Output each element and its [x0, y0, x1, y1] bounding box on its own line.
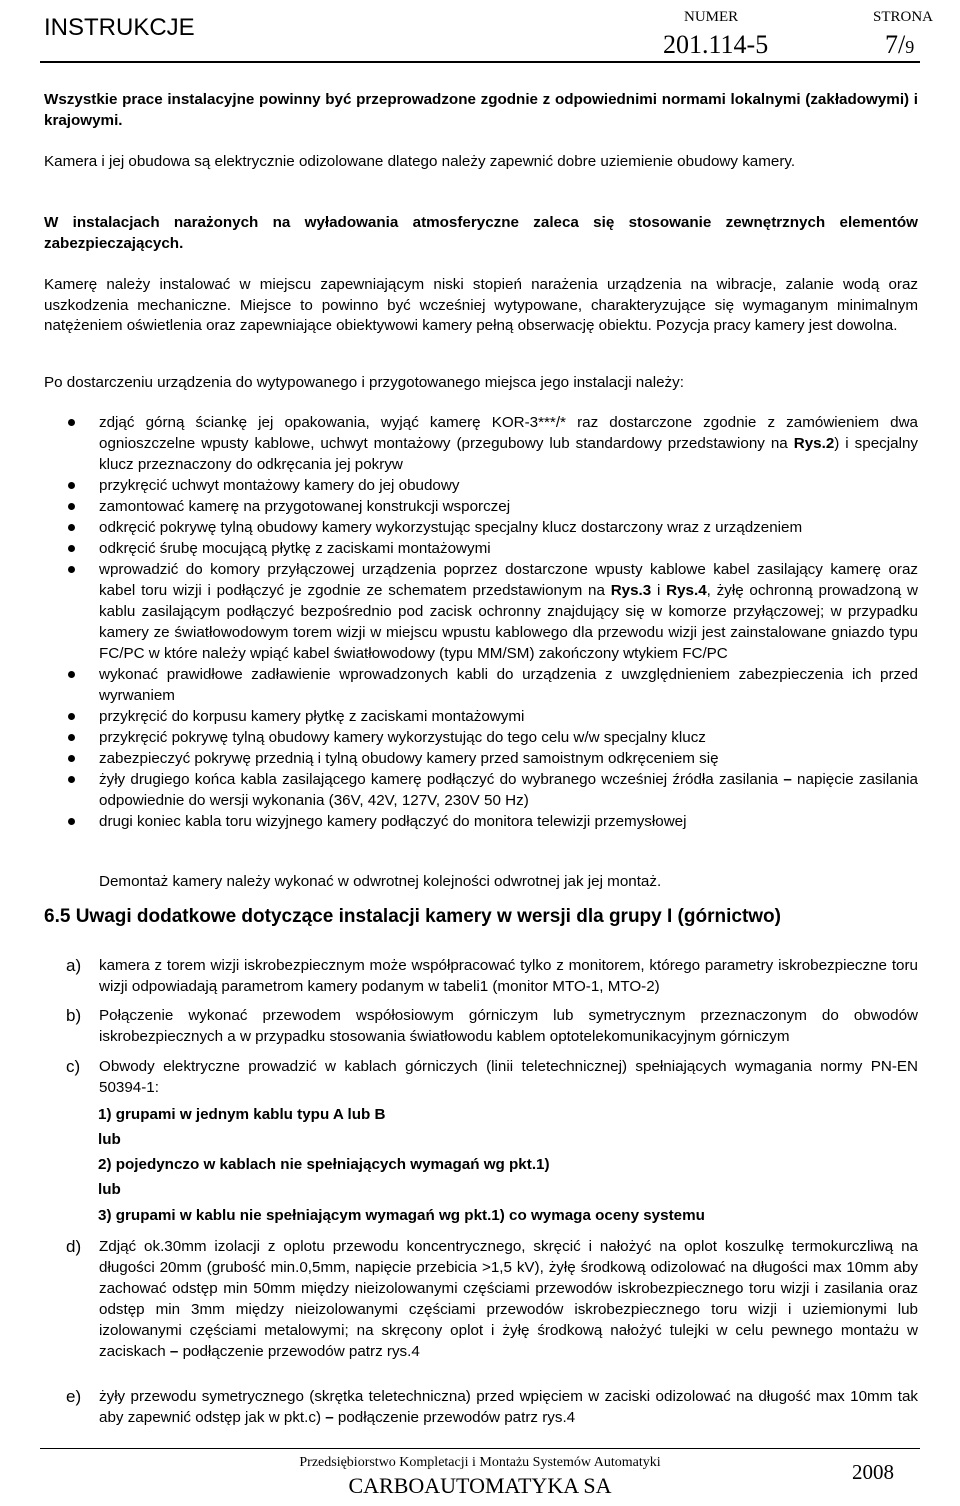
list-item	[64, 496, 918, 517]
or-text: lub	[98, 1181, 121, 1198]
group-option-1: 1) grupami w jednym kablu typu A lub B	[98, 1106, 386, 1123]
footer-year: 2008	[852, 1460, 894, 1484]
footer-company: Przedsiębiorstwo Kompletacji i Montażu Systemów Automatyki	[299, 1455, 661, 1470]
step-text: odkręcić pokrywę tylną obudowy kamery wykorzystując specjalny klucz dostarczony wraz z urządzeniem	[99, 519, 803, 536]
step-text: wprowadzić do komory przyłączowej urządzenia poprzez dostarczone wpusty kablowe kabel zasilający kamerę oraz kabel toru wizji i podłączyć je zgodnie ze schematem przedstawionym na	[99, 561, 918, 599]
item-text	[99, 955, 918, 997]
list-item	[64, 664, 918, 706]
step-text: zabezpieczyć pokrywę przednią i tylną obudowy kamery przed samoistnym odkręceniem się	[99, 750, 719, 767]
item-text	[99, 1005, 918, 1047]
bullet-icon	[68, 524, 75, 531]
footer-rule	[40, 1448, 920, 1449]
item-body: Obwody elektryczne prowadzić w kablach górniczych (linii teletechnicznej) spełniających wymagania normy PN-EN 50394-1:	[99, 1058, 918, 1096]
item-body: podłączenie przewodów patrz rys.4	[178, 1343, 420, 1360]
step-text: przykręcić uchwyt montażowy kamery do jej obudowy	[99, 477, 460, 494]
paragraph-grounding: Kamera i jej obudowa są elektrycznie odizolowane dlatego należy zapewnić dobre uziemienie obudowy kamery.	[44, 153, 796, 170]
page-number	[885, 30, 914, 60]
step-text: zamontować kamerę na przygotowanej konstrukcji wsporczej	[99, 498, 511, 515]
header-rule	[40, 61, 920, 63]
bullet-icon	[68, 671, 75, 678]
step-text: odkręcić śrubę mocującą płytkę z zaciskami montażowymi	[99, 540, 491, 557]
page-current: 7/	[885, 30, 906, 59]
paragraph-lightning: W instalacjach narażonych na wyładowania atmosferyczne zaleca się stosowanie zewnętrznych elementów zabezpieczających.	[44, 214, 918, 252]
or-text: lub	[98, 1131, 121, 1148]
paragraph-standards: Wszystkie prace instalacyjne powinny być przeprowadzone zgodnie z odpowiednimi normami lokalnymi (zakładowymi) i krajowymi.	[44, 91, 918, 129]
step-text: przykręcić do korpusu kamery płytkę z zaciskami montażowymi	[99, 708, 525, 725]
figure-ref: Rys.4	[666, 582, 707, 599]
step-text: drugi koniec kabla toru wizyjnego kamery podłączyć do monitora telewizji przemysłowej	[99, 813, 687, 830]
paragraph-location: Kamerę należy instalować w miejscu zapewniającym niski stopień narażenia urządzenia na wibracje, zalanie wodą oraz uszkodzenia mechaniczne. Miejsce to powinno być wcześniej wytypowane, charakteryzujące się wymaganym minimalnym natężeniem oświetlenia oraz zapewniające obiektywowi kamery pełną obserwację obiektu. Pozycja pracy kamery jest dowolna.	[44, 276, 918, 334]
page-total: 9	[905, 37, 915, 57]
page-label: STRONA	[873, 9, 934, 25]
item-body: podłączenie przewodów patrz rys.4	[333, 1409, 576, 1426]
figure-ref: Rys.2	[793, 435, 835, 452]
group-option-2: 2) pojedynczo w kablach nie spełniających wymagań wg pkt.1)	[98, 1156, 550, 1173]
list-item	[64, 412, 918, 475]
step-text: zdjąć górną ściankę jej opakowania, wyjąć kamerę KOR-3***/* raz dostarczone zgodnie z zamówieniem dwa ognioszczelne wpusty kablowe, uchwyt montażowy (przegubowy lub standardowy przedstawiony na	[99, 414, 918, 452]
step-text: wykonać prawidłowe zadławienie wprowadzonych kabli do urządzenia z uwzględnieniem zabezpieczenia ich przed wyrwaniem	[99, 666, 918, 704]
step-text: napięcie zasilania odpowiednie do wersji wykonania (36V, 42V, 127V, 230V 50 Hz)	[99, 771, 918, 809]
dash: –	[169, 1343, 179, 1360]
footer-company-name: CARBOAUTOMATYKA SA	[348, 1473, 612, 1498]
list-item	[64, 769, 918, 811]
bullet-icon	[68, 482, 75, 489]
list-item	[64, 538, 918, 559]
step-text: przykręcić pokrywę tylną obudowy kamery wykorzystując do tego celu w/w specjalny klucz	[99, 729, 706, 746]
list-item	[64, 748, 918, 769]
item-label: b)	[66, 1006, 82, 1025]
item-text	[99, 1386, 918, 1428]
list-item	[64, 475, 918, 496]
group-option-3: 3) grupami w kablu nie spełniającym wymagań wg pkt.1) co wymaga oceny systemu	[98, 1207, 705, 1224]
list-item	[64, 559, 918, 664]
bullet-icon	[68, 734, 75, 741]
item-body: kamera z torem wizji iskrobezpiecznym może współpracować tylko z monitorem, którego parametry iskrobezpieczne toru wizji odpowiadają parametrom kamery podanym w tabeli1 (monitor MTO-1, MTO-2)	[99, 957, 918, 995]
item-label: a)	[66, 956, 82, 975]
bullet-icon	[68, 419, 75, 426]
item-body: Połączenie wykonać przewodem współosiowym górniczym lub symetrycznym przeznaczonym do obwodów iskrobezpiecznych a w przypadku stosowania światłowodu kablem optotelekomunikacyjnym górniczym	[99, 1007, 918, 1045]
bullet-icon	[68, 776, 75, 783]
bullet-icon	[68, 818, 75, 825]
figure-ref: Rys.3	[610, 582, 652, 599]
bullet-icon	[68, 713, 75, 720]
paragraph-procedure-intro: Po dostarczeniu urządzenia do wytypowanego i przygotowanego miejsca jego instalacji należy:	[44, 374, 684, 391]
page-header	[0, 0, 960, 62]
installation-steps	[64, 412, 918, 832]
item-body: żyły przewodu symetrycznego (skrętka teletechniczna) przed wpięciem w zaciski odizolować na długość max 10mm tak aby zapewnić odstęp jak w pkt.c)	[99, 1388, 918, 1426]
step-text: , żyłę ochronną prowadzoną w kablu zasilającym podłączyć bezpośrednio pod zacisk ochronny znajdujący się w komorze przyłączowej; w przypadku kamery ze światłowodowym torem wizji w miejscu wpustu kablowego dla przewodu wizji jest zainstalowane gniazdo typu FC/PC w które należy wpiąć kabel światłowodowy (typu MM/SM) zakończony wtykiem FC/PC	[99, 582, 918, 662]
item-text	[99, 1056, 918, 1098]
document-type: INSTRUKCJE	[44, 14, 195, 41]
item-label: c)	[66, 1057, 81, 1076]
item-body: Zdjąć ok.30mm izolacji z oplotu przewodu koncentrycznego, skręcić i nałożyć na oplot koszulkę termokurczliwą na długości 20mm (grubość min.0,5mm, napięcie przebicia >1,5 kV), żyłę środkową odizolować na długości max 10mm aby zachować odstęp min 50mm między nieizolowanymi częściami przewodów iskrobezpiecznego toru wizji i zasilania oraz odstęp min 3mm między nieizolowanymi częściami przewodów iskrobezpiecznego toru wizji i uziemionymi lub izolowanymi częściami metalowymi; na skręcony oplot i żyłę środkową nałożyć tulejki w celu pewnego montażu w zaciskach	[99, 1238, 918, 1360]
document-number: 201.114-5	[663, 30, 769, 59]
list-item	[64, 706, 918, 727]
step-text: żyły drugiego końca kabla zasilającego kamerę podłączyć do wybranego wcześniej źródła zasilania	[99, 771, 784, 788]
bullet-icon	[68, 503, 75, 510]
step-text: ) i specjalny klucz przeznaczony do odkręcania jej pokryw	[99, 435, 918, 473]
item-label: d)	[66, 1237, 82, 1256]
item-label: e)	[66, 1387, 82, 1406]
bullet-icon	[68, 755, 75, 762]
number-label: NUMER	[684, 9, 739, 25]
step-text: i	[651, 582, 667, 599]
bullet-icon	[68, 566, 75, 573]
dash: –	[325, 1409, 334, 1426]
item-text	[99, 1236, 918, 1362]
list-item	[64, 727, 918, 748]
dismount-note: Demontaż kamery należy wykonać w odwrotnej kolejności odwrotnej jak jej montaż.	[99, 873, 662, 890]
list-item	[64, 811, 918, 832]
dash: –	[783, 771, 792, 788]
bullet-icon	[68, 545, 75, 552]
list-item	[64, 517, 918, 538]
section-heading: 6.5 Uwagi dodatkowe dotyczące instalacji kamery w wersji dla grupy I (górnictwo)	[44, 906, 781, 927]
